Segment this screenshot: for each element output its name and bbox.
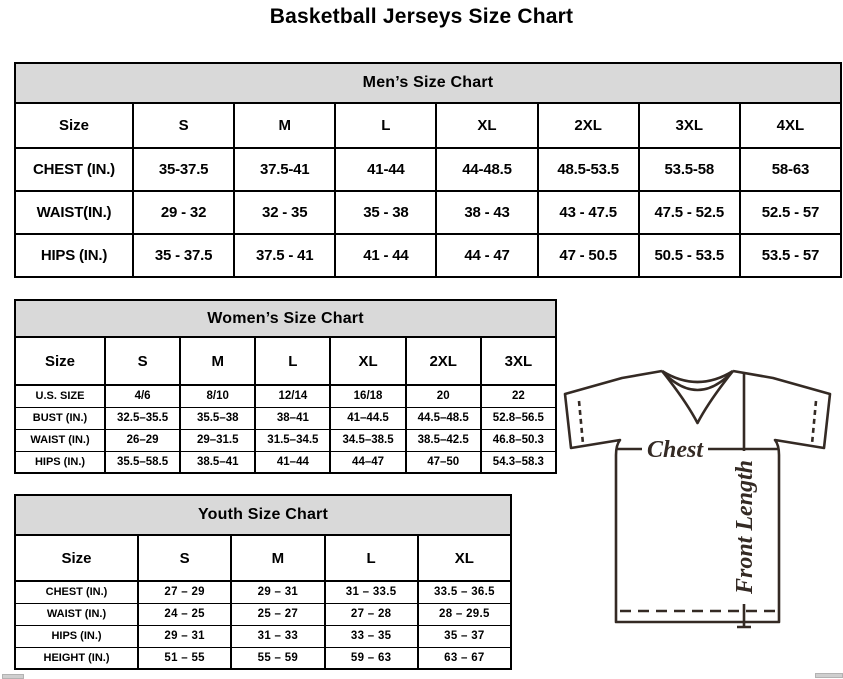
row-label: HEIGHT (IN.) bbox=[15, 647, 138, 669]
jersey-measurement-diagram bbox=[556, 361, 842, 641]
column-header-m: M bbox=[180, 337, 255, 385]
youth-column-header-row bbox=[15, 535, 511, 581]
size-value-cell: 37.5 - 41 bbox=[234, 234, 335, 277]
size-value-cell: 41–44 bbox=[255, 451, 330, 473]
column-header-xl: XL bbox=[436, 103, 537, 148]
size-value-cell: 22 bbox=[481, 385, 556, 407]
column-header-xl: XL bbox=[418, 535, 511, 581]
row-label: U.S. SIZE bbox=[15, 385, 105, 407]
size-value-cell: 35-37.5 bbox=[133, 148, 234, 191]
size-value-cell: 12/14 bbox=[255, 385, 330, 407]
size-value-cell: 44–47 bbox=[330, 451, 405, 473]
row-label: WAIST (IN.) bbox=[15, 603, 138, 625]
row-label: HIPS (IN.) bbox=[15, 451, 105, 473]
size-value-cell: 41-44 bbox=[335, 148, 436, 191]
size-value-cell: 27 – 28 bbox=[325, 603, 418, 625]
size-value-cell: 51 – 55 bbox=[138, 647, 231, 669]
row-label: BUST (IN.) bbox=[15, 407, 105, 429]
collar-band-curve bbox=[662, 371, 733, 390]
youth-chart-title-row bbox=[15, 495, 511, 535]
size-value-cell: 31 – 33 bbox=[231, 625, 324, 647]
right-sleeve-hem-dashed-line bbox=[812, 401, 816, 444]
size-value-cell: 29 - 32 bbox=[133, 191, 234, 234]
size-value-cell: 53.5-58 bbox=[639, 148, 740, 191]
column-header-4xl: 4XL bbox=[740, 103, 841, 148]
size-value-cell: 37.5-41 bbox=[234, 148, 335, 191]
row-label: HIPS (IN.) bbox=[15, 625, 138, 647]
size-value-cell: 34.5–38.5 bbox=[330, 429, 405, 451]
size-value-cell: 44 - 47 bbox=[436, 234, 537, 277]
size-value-cell: 52.8–56.5 bbox=[481, 407, 556, 429]
v-neck-outline bbox=[662, 371, 733, 423]
size-value-cell: 63 – 67 bbox=[418, 647, 511, 669]
column-header-m: M bbox=[231, 535, 324, 581]
column-header-s: S bbox=[138, 535, 231, 581]
column-header-s: S bbox=[105, 337, 180, 385]
size-value-cell: 25 – 27 bbox=[231, 603, 324, 625]
table-row-height-in bbox=[15, 647, 511, 669]
page-title: Basketball Jerseys Size Chart bbox=[269, 5, 574, 28]
table-row-hips-in bbox=[15, 451, 556, 473]
table-row-waist-in bbox=[15, 429, 556, 451]
size-value-cell: 29 – 31 bbox=[138, 625, 231, 647]
column-header-size: Size bbox=[15, 535, 138, 581]
partial-element-bottom-left bbox=[2, 674, 24, 679]
size-value-cell: 53.5 - 57 bbox=[740, 234, 841, 277]
partial-element-bottom-right bbox=[815, 673, 843, 678]
size-value-cell: 47–50 bbox=[406, 451, 481, 473]
table-row-bust-in bbox=[15, 407, 556, 429]
size-value-cell: 20 bbox=[406, 385, 481, 407]
size-value-cell: 28 – 29.5 bbox=[418, 603, 511, 625]
row-label: WAIST(IN.) bbox=[15, 191, 133, 234]
size-value-cell: 38 - 43 bbox=[436, 191, 537, 234]
row-label: CHEST (IN.) bbox=[15, 148, 133, 191]
size-value-cell: 59 – 63 bbox=[325, 647, 418, 669]
column-header-s: S bbox=[133, 103, 234, 148]
column-header-l: L bbox=[325, 535, 418, 581]
womens-chart-title-row bbox=[15, 300, 556, 337]
youth-chart-title: Youth Size Chart bbox=[15, 495, 511, 535]
size-value-cell: 4/6 bbox=[105, 385, 180, 407]
size-value-cell: 35.5–58.5 bbox=[105, 451, 180, 473]
chest-label: Chest bbox=[646, 437, 704, 463]
size-value-cell: 44-48.5 bbox=[436, 148, 537, 191]
column-header-3xl: 3XL bbox=[639, 103, 740, 148]
size-value-cell: 47 - 50.5 bbox=[538, 234, 639, 277]
size-value-cell: 35 - 38 bbox=[335, 191, 436, 234]
mens-chart-title: Men’s Size Chart bbox=[15, 63, 841, 103]
column-header-m: M bbox=[234, 103, 335, 148]
size-value-cell: 32.5–35.5 bbox=[105, 407, 180, 429]
table-row-chest-in bbox=[15, 581, 511, 603]
column-header-size: Size bbox=[15, 103, 133, 148]
column-header-2xl: 2XL bbox=[538, 103, 639, 148]
size-value-cell: 38.5–41 bbox=[180, 451, 255, 473]
size-value-cell: 50.5 - 53.5 bbox=[639, 234, 740, 277]
size-value-cell: 24 – 25 bbox=[138, 603, 231, 625]
mens-chart-title-row bbox=[15, 63, 841, 103]
size-value-cell: 35.5–38 bbox=[180, 407, 255, 429]
size-value-cell: 29–31.5 bbox=[180, 429, 255, 451]
table-row-hips-in bbox=[15, 234, 841, 277]
row-label: WAIST (IN.) bbox=[15, 429, 105, 451]
size-value-cell: 32 - 35 bbox=[234, 191, 335, 234]
size-value-cell: 54.3–58.3 bbox=[481, 451, 556, 473]
size-value-cell: 31.5–34.5 bbox=[255, 429, 330, 451]
table-row-u-s-size bbox=[15, 385, 556, 407]
column-header-l: L bbox=[335, 103, 436, 148]
womens-size-chart-table bbox=[14, 299, 557, 474]
size-value-cell: 33 – 35 bbox=[325, 625, 418, 647]
size-value-cell: 47.5 - 52.5 bbox=[639, 191, 740, 234]
size-value-cell: 31 – 33.5 bbox=[325, 581, 418, 603]
womens-column-header-row bbox=[15, 337, 556, 385]
size-value-cell: 44.5–48.5 bbox=[406, 407, 481, 429]
size-value-cell: 29 – 31 bbox=[231, 581, 324, 603]
left-sleeve-hem-dashed-line bbox=[579, 401, 583, 444]
mens-size-chart-table bbox=[14, 62, 842, 278]
column-header-l: L bbox=[255, 337, 330, 385]
size-value-cell: 33.5 – 36.5 bbox=[418, 581, 511, 603]
size-value-cell: 43 - 47.5 bbox=[538, 191, 639, 234]
size-value-cell: 38–41 bbox=[255, 407, 330, 429]
table-row-waist-in bbox=[15, 603, 511, 625]
row-label: HIPS (IN.) bbox=[15, 234, 133, 277]
womens-table-body bbox=[15, 385, 556, 473]
mens-table-body bbox=[15, 148, 841, 277]
size-value-cell: 8/10 bbox=[180, 385, 255, 407]
size-value-cell: 48.5-53.5 bbox=[538, 148, 639, 191]
youth-size-chart-table bbox=[14, 494, 512, 670]
table-row-waist-in bbox=[15, 191, 841, 234]
front-length-label: Front Length bbox=[732, 459, 758, 595]
size-value-cell: 41 - 44 bbox=[335, 234, 436, 277]
row-label: CHEST (IN.) bbox=[15, 581, 138, 603]
size-value-cell: 41–44.5 bbox=[330, 407, 405, 429]
mens-column-header-row bbox=[15, 103, 841, 148]
youth-table-body bbox=[15, 581, 511, 669]
size-value-cell: 35 - 37.5 bbox=[133, 234, 234, 277]
size-value-cell: 46.8–50.3 bbox=[481, 429, 556, 451]
table-row-hips-in bbox=[15, 625, 511, 647]
size-value-cell: 58-63 bbox=[740, 148, 841, 191]
size-value-cell: 55 – 59 bbox=[231, 647, 324, 669]
size-value-cell: 27 – 29 bbox=[138, 581, 231, 603]
column-header-xl: XL bbox=[330, 337, 405, 385]
jersey-outline bbox=[565, 371, 830, 622]
table-row-chest-in bbox=[15, 148, 841, 191]
size-value-cell: 26–29 bbox=[105, 429, 180, 451]
size-value-cell: 16/18 bbox=[330, 385, 405, 407]
size-value-cell: 35 – 37 bbox=[418, 625, 511, 647]
womens-chart-title: Women’s Size Chart bbox=[15, 300, 556, 337]
column-header-2xl: 2XL bbox=[406, 337, 481, 385]
size-value-cell: 38.5–42.5 bbox=[406, 429, 481, 451]
column-header-size: Size bbox=[15, 337, 105, 385]
column-header-3xl: 3XL bbox=[481, 337, 556, 385]
size-value-cell: 52.5 - 57 bbox=[740, 191, 841, 234]
